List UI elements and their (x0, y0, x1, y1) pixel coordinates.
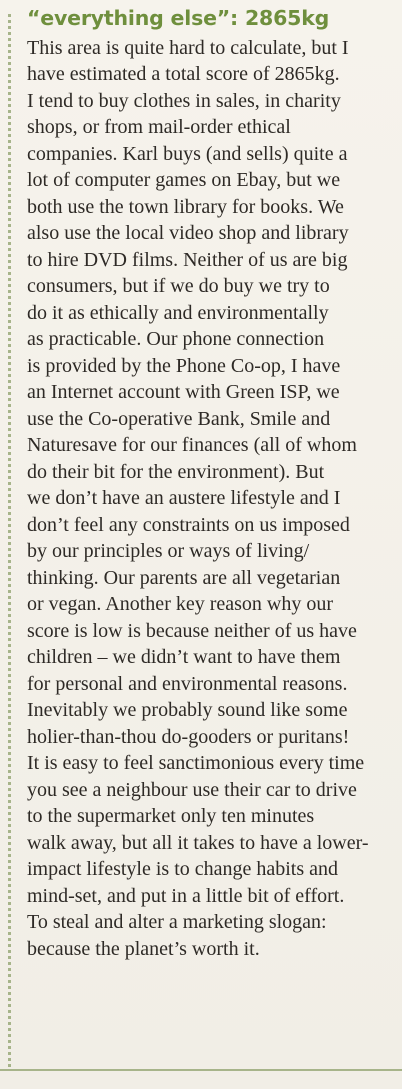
dotted-margin-rule (8, 14, 11, 1067)
body-line: we don’t have an austere lifestyle and I (27, 487, 341, 509)
section-heading: “everything else”: 2865kg (27, 6, 330, 30)
body-line: do it as ethically and environmentally (27, 301, 329, 324)
body-line: do their bit for the environment). But (27, 460, 325, 483)
body-line: or vegan. Another key reason why our (27, 593, 334, 615)
article-body (27, 35, 395, 963)
body-line: thinking. Our parents are all vegetarian (27, 566, 341, 589)
body-line: I tend to buy clothes in sales, in charity (27, 89, 341, 112)
body-line: score is low is because neither of us have (27, 619, 357, 642)
body-line: shops, or from mail-order ethical (27, 116, 291, 138)
body-line: both use the town library for books. We (27, 195, 344, 218)
body-line: use the Co-operative Bank, Smile and (27, 407, 331, 430)
body-line: you see a neighbour use their car to drive (27, 778, 357, 801)
body-line: as practicable. Our phone connection (27, 328, 325, 350)
body-line: because the planet’s worth it. (27, 937, 260, 960)
body-line: children – we didn’t want to have them (27, 646, 341, 668)
body-line: holier-than-thou do-gooders or puritans! (27, 725, 350, 748)
body-line: impact lifestyle is to change habits and (27, 858, 339, 880)
body-line: to hire DVD films. Neither of us are big (27, 248, 348, 271)
body-line: companies. Karl buys (and sells) quite a (27, 142, 348, 165)
bottom-rule (0, 1069, 402, 1071)
body-line: have estimated a total score of 2865kg. (27, 63, 340, 85)
body-line: Naturesave for our finances (all of whom (27, 434, 357, 456)
body-line: an Internet account with Green ISP, we (27, 381, 340, 403)
body-line: consumers, but if we do buy we try to (27, 275, 330, 297)
body-line: lot of computer games on Ebay, but we (27, 169, 341, 191)
article-column (27, 8, 395, 962)
body-line: by our principles or ways of living/ (27, 540, 310, 562)
body-line: don’t feel any constraints on us imposed (27, 513, 350, 536)
body-line: It is easy to feel sanctimonious every time (27, 752, 365, 774)
body-line: To steal and alter a marketing slogan: (27, 911, 327, 933)
body-line: This area is quite hard to calculate, but I (27, 36, 349, 59)
body-line: is provided by the Phone Co-op, I have (27, 354, 341, 377)
body-line: for personal and environmental reasons. (27, 672, 348, 695)
body-line: also use the local video shop and library (27, 222, 349, 244)
body-line: mind-set, and put in a little bit of effort. (27, 884, 345, 907)
body-line: Inevitably we probably sound like some (27, 699, 348, 721)
body-line: to the supermarket only ten minutes (27, 805, 315, 827)
body-line: walk away, but all it takes to have a lower- (27, 831, 369, 854)
